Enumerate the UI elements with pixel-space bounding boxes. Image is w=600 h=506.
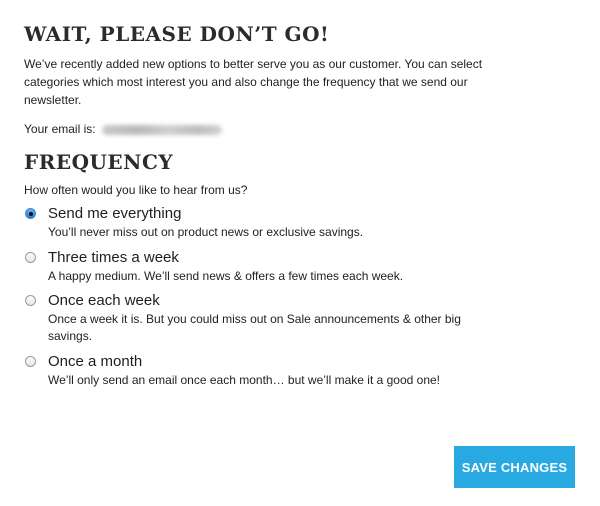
intro-text: We’ve recently added new options to better serve you as our customer. You can select categories which most interest you and also change the frequency that we send our newsletter. [24, 57, 483, 107]
frequency-option-three-times-week[interactable] [24, 248, 494, 285]
email-label: Your email is: [24, 122, 96, 136]
option-label-everything: Send me everything [48, 205, 182, 222]
option-description-once-week: Once a week it is. But you could miss out on Sale announcements & other big savings. [48, 312, 461, 343]
frequency-question: How often would you like to hear from us? [24, 183, 248, 197]
option-label-once-week: Once each week [48, 292, 160, 309]
frequency-option-once-week[interactable] [24, 291, 494, 345]
save-changes-button[interactable]: SAVE CHANGES [454, 446, 575, 488]
frequency-title: FREQUENCY [24, 150, 174, 174]
option-description-once-month: We’ll only send an email once each month… but we’ll make it a good one! [48, 373, 440, 387]
email-value-blurred [102, 125, 222, 135]
frequency-option-once-month[interactable] [24, 352, 494, 389]
radio-three-times-week[interactable] [25, 252, 36, 263]
option-description-three-times-week: A happy medium. We’ll send news & offers a few times each week. [48, 269, 404, 283]
option-label-once-month: Once a month [48, 353, 143, 370]
page-title: WAIT, PLEASE DON’T GO! [24, 22, 330, 46]
option-label-three-times-week: Three times a week [48, 249, 179, 266]
radio-once-week[interactable] [25, 295, 36, 306]
radio-once-month[interactable] [25, 356, 36, 367]
frequency-option-everything[interactable] [24, 204, 494, 241]
option-description-everything: You’ll never miss out on product news or exclusive savings. [48, 225, 364, 239]
email-line [24, 120, 222, 138]
radio-everything[interactable] [25, 208, 36, 219]
